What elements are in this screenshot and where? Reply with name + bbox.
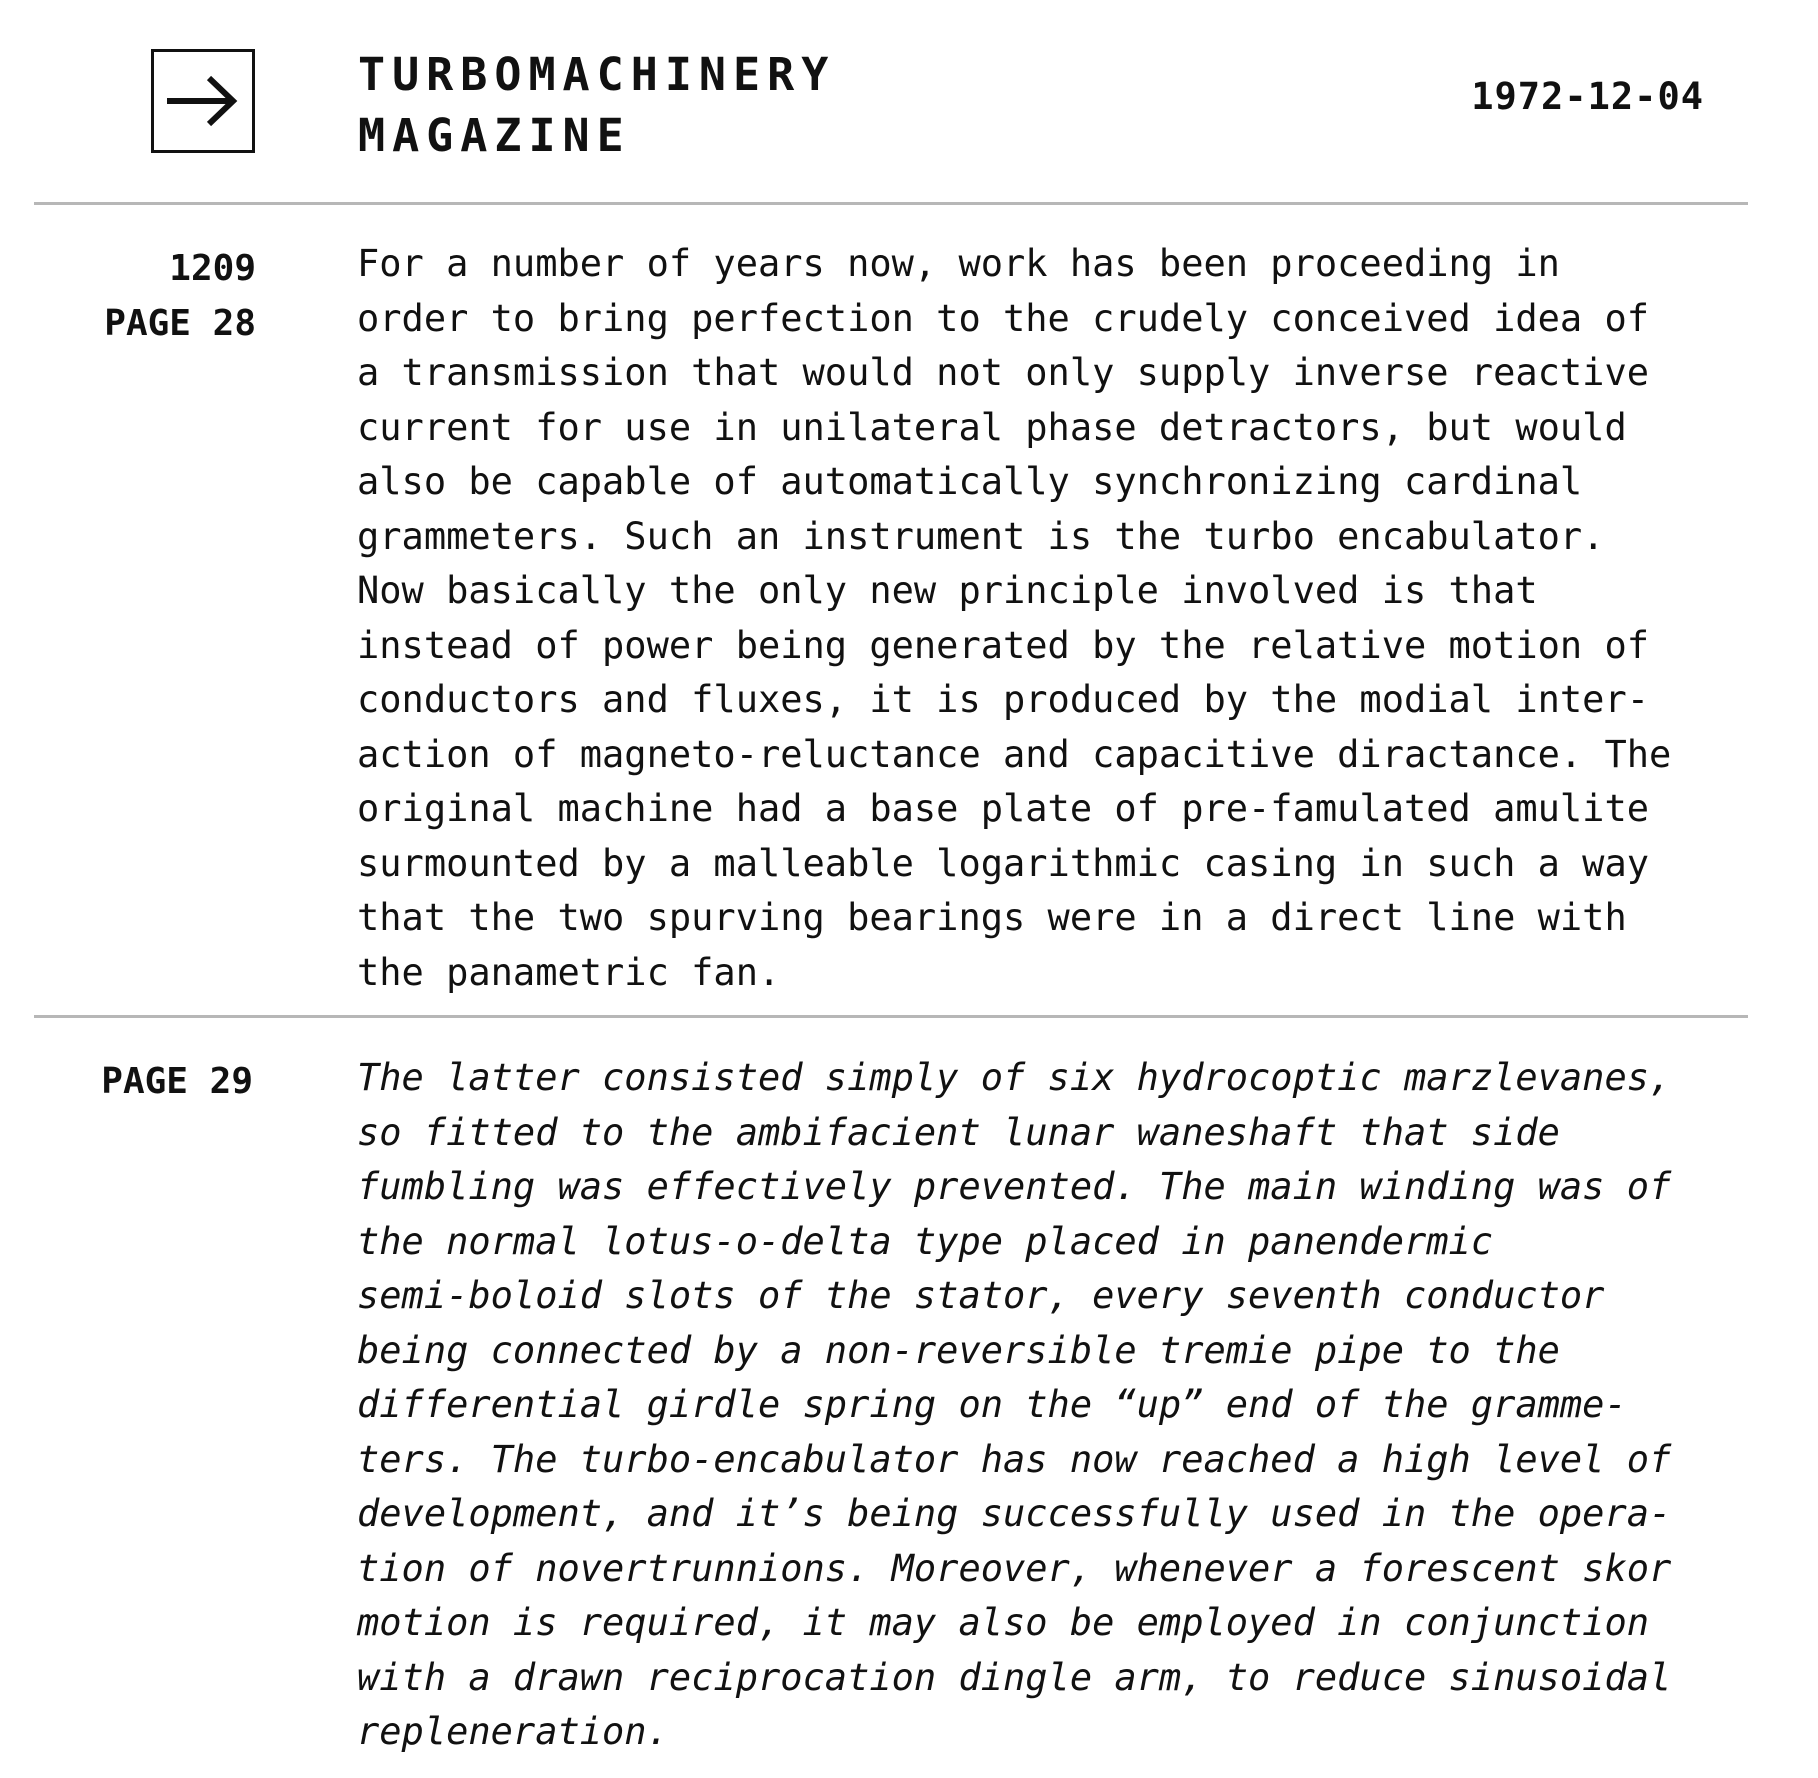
- arrow-right-icon: [165, 74, 241, 128]
- page-label: PAGE 29: [101, 1061, 253, 1102]
- issue-date: 1972-12-04: [1471, 75, 1704, 118]
- text-line: development, and it’s being successfully used in the opera-: [357, 1492, 1672, 1535]
- text-line: fumbling was effectively prevented. The main winding was of: [357, 1165, 1672, 1208]
- text-line: tion of novertrunnions. Moreover, whenever a forescent skor: [357, 1546, 1672, 1590]
- text-line: so fitted to the ambifacient lunar waneshaft that side: [357, 1110, 1560, 1154]
- article-paragraph: [357, 237, 1757, 1000]
- divider: [34, 202, 1748, 205]
- divider: [34, 1015, 1748, 1018]
- text-line: motion is required, it may also be employed in conjunction: [357, 1601, 1650, 1644]
- text-line: original machine had a base plate of pre-famulated amulite: [357, 787, 1650, 830]
- text-line: differential girdle spring on the “up” end of the gramme-: [357, 1383, 1627, 1426]
- page-header: [0, 0, 1818, 205]
- page-label: PAGE 28: [104, 303, 256, 344]
- magazine-title-line: TURBOMACHINERY: [358, 48, 836, 101]
- text-line: grammeters. Such an instrument is the turbo encabulator.: [357, 514, 1605, 558]
- text-line: ters. The turbo-encabulator has now reached a high level of: [357, 1437, 1672, 1481]
- text-line: semi-boloid slots of the stator, every seventh conductor: [357, 1274, 1605, 1317]
- text-line: The latter consisted simply of six hydrocoptic marzlevanes,: [357, 1056, 1672, 1099]
- text-line: that the two spurving bearings were in a direct line with: [357, 896, 1627, 939]
- text-line: being connected by a non-reversible tremie pipe to the: [357, 1328, 1560, 1372]
- text-line: with a drawn reciprocation dingle arm, to reduce sinusoidal: [357, 1655, 1672, 1699]
- text-line: For a number of years now, work has been proceeding in: [357, 242, 1560, 285]
- text-line: also be capable of automatically synchronizing cardinal: [357, 460, 1583, 503]
- magazine-title-line: MAGAZINE: [358, 109, 631, 162]
- text-line: repleneration.: [357, 1710, 669, 1753]
- text-line: the panametric fan.: [357, 950, 781, 994]
- issue-number: 1209: [169, 248, 256, 289]
- text-line: current for use in unilateral phase detractors, but would: [357, 405, 1627, 449]
- text-line: surmounted by a malleable logarithmic casing in such a way: [357, 841, 1650, 885]
- text-line: Now basically the only new principle involved is that: [357, 569, 1538, 612]
- logo: [151, 49, 255, 153]
- text-line: action of magneto-reluctance and capacitive diractance. The: [357, 732, 1672, 776]
- text-line: the normal lotus-o-delta type placed in panendermic: [357, 1219, 1494, 1263]
- text-line: conductors and fluxes, it is produced by the modial inter-: [357, 678, 1650, 721]
- text-line: instead of power being generated by the relative motion of: [357, 623, 1650, 667]
- text-line: a transmission that would not only supply inverse reactive: [357, 351, 1650, 394]
- section-label: [104, 241, 256, 351]
- section-label: [101, 1054, 253, 1109]
- article-paragraph: [357, 1051, 1757, 1760]
- magazine-title: [358, 44, 835, 166]
- text-line: order to bring perfection to the crudely conceived idea of: [357, 296, 1650, 340]
